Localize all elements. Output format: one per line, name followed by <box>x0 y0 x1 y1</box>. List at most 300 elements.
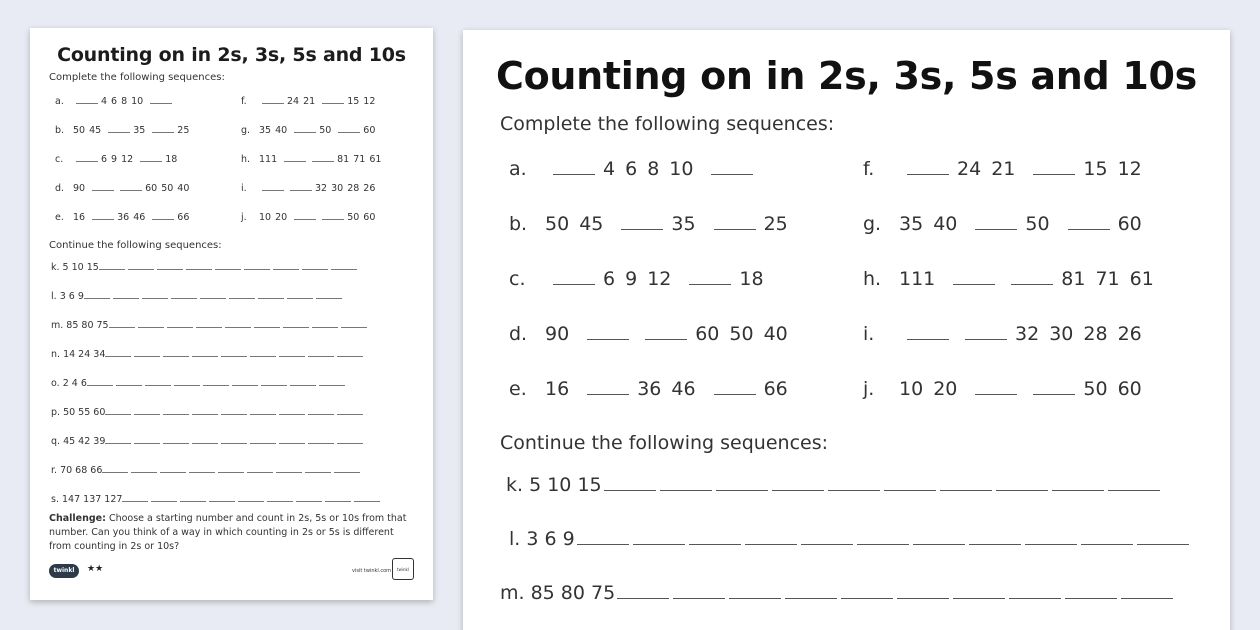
sequence-number: 10 <box>899 378 924 400</box>
sequence-number: 9 <box>625 268 638 290</box>
twinkl-logo: twinkl <box>49 564 79 578</box>
answer-lines[interactable] <box>105 407 366 418</box>
answer-line[interactable] <box>221 349 247 357</box>
sequence-number: 66 <box>177 212 190 223</box>
answer-lines[interactable] <box>102 465 363 476</box>
answer-line[interactable] <box>276 465 302 473</box>
answer-blank[interactable] <box>587 379 629 395</box>
answer-line[interactable] <box>134 436 160 444</box>
continue-k <box>506 474 1164 496</box>
answer-blank[interactable] <box>322 96 344 104</box>
answer-line[interactable] <box>128 262 154 270</box>
answer-line[interactable] <box>604 475 656 491</box>
answer-line[interactable] <box>308 407 334 415</box>
sequence-number: 111 <box>899 268 936 290</box>
answer-lines[interactable] <box>87 378 348 389</box>
answer-line[interactable] <box>302 262 328 270</box>
sequence-number: 12 <box>647 268 672 290</box>
sequence-label: a. <box>509 158 527 180</box>
sequence-number: 21 <box>991 158 1016 180</box>
answer-blank[interactable] <box>284 154 306 162</box>
answer-blank[interactable] <box>553 159 595 175</box>
answer-blank[interactable] <box>92 212 114 220</box>
answer-blank[interactable] <box>338 125 360 133</box>
answer-blank[interactable] <box>587 324 629 340</box>
answer-line[interactable] <box>337 349 363 357</box>
answer-line[interactable] <box>341 320 367 328</box>
answer-line[interactable] <box>354 494 380 502</box>
answer-blank[interactable] <box>1033 379 1075 395</box>
sequence-number: 26 <box>363 183 376 194</box>
sequence-number: 50 <box>729 323 754 345</box>
answer-line[interactable] <box>196 320 222 328</box>
continue-start: 147 137 127 <box>62 494 123 505</box>
sequence-number: 4 <box>101 96 108 107</box>
sequence-number: 71 <box>1095 268 1120 290</box>
answer-line[interactable] <box>192 436 218 444</box>
answer-lines[interactable] <box>577 528 1193 550</box>
answer-line[interactable] <box>279 436 305 444</box>
sequence-label: e. <box>509 378 527 400</box>
answer-line[interactable] <box>157 262 183 270</box>
sequence-f <box>241 96 379 107</box>
answer-blank[interactable] <box>965 324 1007 340</box>
answer-line[interactable] <box>334 465 360 473</box>
sequence-number: 28 <box>347 183 360 194</box>
worksheet-title: Counting on in 2s, 3s, 5s and 10s <box>57 44 406 66</box>
answer-blank[interactable] <box>294 125 316 133</box>
answer-blank[interactable] <box>262 96 284 104</box>
sequence-a <box>509 158 761 180</box>
answer-blank[interactable] <box>120 183 142 191</box>
answer-line[interactable] <box>785 583 837 599</box>
visit-link: visit twinkl.com <box>352 568 392 574</box>
sequence-number: 6 <box>111 96 118 107</box>
sequence-f <box>863 158 1152 180</box>
sequence-number: 12 <box>121 154 134 165</box>
sequence-number: 46 <box>671 378 696 400</box>
sequence-number: 24 <box>957 158 982 180</box>
sequence-number: 36 <box>117 212 130 223</box>
continue-label: l. <box>509 528 527 550</box>
sequence-number: 10 <box>131 96 144 107</box>
sequence-label: j. <box>863 378 875 400</box>
continue-label: r. <box>51 465 61 476</box>
answer-line[interactable] <box>131 465 157 473</box>
answer-line[interactable] <box>250 436 276 444</box>
sequence-number: 18 <box>165 154 178 165</box>
answer-lines[interactable] <box>84 291 345 302</box>
sequence-number: 25 <box>177 125 190 136</box>
continue-start: 5 10 15 <box>529 474 602 496</box>
answer-line[interactable] <box>189 465 215 473</box>
sequence-label: f. <box>241 96 247 107</box>
answer-line[interactable] <box>312 320 338 328</box>
answer-blank[interactable] <box>553 269 595 285</box>
answer-line[interactable] <box>1121 583 1173 599</box>
answer-line[interactable] <box>99 262 125 270</box>
answer-line[interactable] <box>308 436 334 444</box>
answer-line[interactable] <box>857 529 909 545</box>
answer-line[interactable] <box>617 583 669 599</box>
answer-blank[interactable] <box>322 212 344 220</box>
sequence-number: 8 <box>647 158 660 180</box>
answer-blank[interactable] <box>262 183 284 191</box>
worksheet-title-large: Counting on in 2s, 3s, 5s and 10s <box>496 54 1197 98</box>
answer-line[interactable] <box>305 465 331 473</box>
sequence-number: 60 <box>695 323 720 345</box>
sequence-c <box>509 268 774 290</box>
sequence-number: 28 <box>1083 323 1108 345</box>
continue-q <box>51 436 366 447</box>
answer-line[interactable] <box>913 529 965 545</box>
sequence-number: 111 <box>259 154 278 165</box>
answer-blank[interactable] <box>907 324 949 340</box>
answer-line[interactable] <box>171 291 197 299</box>
answer-line[interactable] <box>192 407 218 415</box>
answer-blank[interactable] <box>714 379 756 395</box>
sequence-label: i. <box>241 183 247 194</box>
sequence-number: 40 <box>177 183 190 194</box>
sequence-d <box>55 183 193 194</box>
sequence-j <box>241 212 379 223</box>
answer-lines[interactable] <box>604 474 1164 496</box>
challenge-text <box>49 512 417 554</box>
answer-line[interactable] <box>186 262 212 270</box>
sequence-number: 71 <box>353 154 366 165</box>
answer-line[interactable] <box>828 475 880 491</box>
answer-line[interactable] <box>163 436 189 444</box>
sequence-number: 10 <box>669 158 694 180</box>
answer-blank[interactable] <box>1068 214 1110 230</box>
sequence-label: h. <box>863 268 882 290</box>
answer-line[interactable] <box>180 494 206 502</box>
sequence-number: 61 <box>1129 268 1154 290</box>
sequence-c <box>55 154 181 165</box>
sequence-number: 60 <box>363 212 376 223</box>
continue-label: m. <box>500 582 531 604</box>
sequence-label: i. <box>863 323 875 345</box>
continue-m <box>51 320 370 331</box>
complete-heading-large: Complete the following sequences: <box>500 113 835 135</box>
answer-line[interactable] <box>290 378 316 386</box>
answer-line[interactable] <box>134 407 160 415</box>
answer-line[interactable] <box>1108 475 1160 491</box>
answer-line[interactable] <box>953 583 1005 599</box>
continue-heading: Continue the following sequences: <box>49 240 222 251</box>
sequence-label: c. <box>55 154 64 165</box>
sequence-label: b. <box>55 125 65 136</box>
answer-blank[interactable] <box>975 379 1017 395</box>
answer-line[interactable] <box>716 475 768 491</box>
answer-blank[interactable] <box>714 214 756 230</box>
sequence-number: 45 <box>89 125 102 136</box>
answer-line[interactable] <box>331 262 357 270</box>
sequence-number: 50 <box>545 213 570 235</box>
continue-start: 85 80 75 <box>530 582 616 604</box>
answer-line[interactable] <box>1052 475 1104 491</box>
continue-start: 5 10 15 <box>62 262 99 273</box>
sequence-number: 66 <box>763 378 788 400</box>
sequence-label: e. <box>55 212 64 223</box>
sequence-number: 16 <box>545 378 570 400</box>
sequence-number: 50 <box>1083 378 1108 400</box>
answer-blank[interactable] <box>294 212 316 220</box>
answer-line[interactable] <box>884 475 936 491</box>
answer-line[interactable] <box>160 465 186 473</box>
quality-badge: twinkl <box>392 558 414 580</box>
answer-line[interactable] <box>200 291 226 299</box>
sequence-number: 15 <box>347 96 360 107</box>
continue-label: n. <box>51 349 64 360</box>
answer-line[interactable] <box>261 378 287 386</box>
answer-line[interactable] <box>316 291 342 299</box>
continue-start: 45 42 39 <box>63 436 106 447</box>
sequence-number: 35 <box>259 125 272 136</box>
answer-line[interactable] <box>102 465 128 473</box>
continue-start: 70 68 66 <box>60 465 103 476</box>
answer-line[interactable] <box>296 494 322 502</box>
sequence-number: 50 <box>73 125 86 136</box>
answer-lines[interactable] <box>105 349 366 360</box>
answer-line[interactable] <box>337 436 363 444</box>
sequence-label: d. <box>55 183 65 194</box>
answer-line[interactable] <box>969 529 1021 545</box>
answer-line[interactable] <box>279 407 305 415</box>
answer-blank[interactable] <box>711 159 753 175</box>
answer-line[interactable] <box>801 529 853 545</box>
answer-line[interactable] <box>745 529 797 545</box>
continue-start: 85 80 75 <box>66 320 109 331</box>
continue-r <box>51 465 363 476</box>
sequence-number: 60 <box>363 125 376 136</box>
answer-blank[interactable] <box>645 324 687 340</box>
sequence-number: 6 <box>101 154 108 165</box>
answer-line[interactable] <box>250 407 276 415</box>
answer-blank[interactable] <box>1033 159 1075 175</box>
continue-label: l. <box>51 291 60 302</box>
answer-line[interactable] <box>174 378 200 386</box>
answer-lines[interactable] <box>617 582 1177 604</box>
continue-m <box>500 582 1177 604</box>
sequence-number: 36 <box>637 378 662 400</box>
answer-line[interactable] <box>1065 583 1117 599</box>
sequence-number: 6 <box>625 158 638 180</box>
answer-line[interactable] <box>122 494 148 502</box>
answer-line[interactable] <box>729 583 781 599</box>
answer-line[interactable] <box>105 407 131 415</box>
answer-line[interactable] <box>1137 529 1189 545</box>
answer-line[interactable] <box>116 378 142 386</box>
answer-line[interactable] <box>105 349 131 357</box>
answer-line[interactable] <box>940 475 992 491</box>
sequence-number: 46 <box>133 212 146 223</box>
answer-lines[interactable] <box>105 436 366 447</box>
worksheet-thumbnail <box>30 28 433 600</box>
continue-heading-large: Continue the following sequences: <box>500 432 829 454</box>
answer-line[interactable] <box>209 494 235 502</box>
answer-line[interactable] <box>145 378 171 386</box>
continue-label: q. <box>51 436 64 447</box>
answer-blank[interactable] <box>290 183 312 191</box>
continue-start: 3 6 9 <box>526 528 575 550</box>
sequence-g <box>863 213 1152 235</box>
answer-blank[interactable] <box>108 125 130 133</box>
worksheet-zoomed <box>463 30 1230 630</box>
continue-l <box>509 528 1193 550</box>
sequence-number: 26 <box>1117 323 1142 345</box>
answer-line[interactable] <box>287 291 313 299</box>
answer-lines[interactable] <box>109 320 370 331</box>
answer-line[interactable] <box>142 291 168 299</box>
answer-line[interactable] <box>84 291 110 299</box>
sequence-label: g. <box>863 213 882 235</box>
sequence-label: d. <box>509 323 528 345</box>
sequence-e <box>55 212 193 223</box>
sequence-label: g. <box>241 125 251 136</box>
answer-blank[interactable] <box>312 154 334 162</box>
answer-line[interactable] <box>689 529 741 545</box>
answer-line[interactable] <box>1025 529 1077 545</box>
answer-blank[interactable] <box>152 212 174 220</box>
complete-heading: Complete the following sequences: <box>49 72 225 83</box>
answer-line[interactable] <box>167 320 193 328</box>
sequence-number: 90 <box>545 323 570 345</box>
answer-line[interactable] <box>109 320 135 328</box>
sequence-e <box>509 378 798 400</box>
answer-blank[interactable] <box>140 154 162 162</box>
answer-line[interactable] <box>283 320 309 328</box>
answer-lines[interactable] <box>122 494 383 505</box>
answer-line[interactable] <box>996 475 1048 491</box>
answer-line[interactable] <box>279 349 305 357</box>
challenge-body: Choose a starting number and count in 2s, 5s or 10s from that number. Can you think of a way in which counting in 2s or 5s is different from counting in 2s or 10s? <box>49 513 407 552</box>
answer-line[interactable] <box>225 320 251 328</box>
continue-o <box>51 378 348 389</box>
answer-blank[interactable] <box>621 214 663 230</box>
answer-line[interactable] <box>673 583 725 599</box>
answer-line[interactable] <box>897 583 949 599</box>
sequence-number: 21 <box>303 96 316 107</box>
sequence-h <box>863 268 1164 290</box>
answer-lines[interactable] <box>99 262 360 273</box>
answer-line[interactable] <box>138 320 164 328</box>
sequence-number: 10 <box>259 212 272 223</box>
difficulty-stars: ★★ <box>87 564 104 574</box>
answer-line[interactable] <box>221 407 247 415</box>
continue-label: m. <box>51 320 67 331</box>
sequence-b <box>55 125 193 136</box>
sequence-number: 40 <box>763 323 788 345</box>
answer-line[interactable] <box>247 465 273 473</box>
answer-line[interactable] <box>254 320 280 328</box>
sequence-number: 20 <box>933 378 958 400</box>
sequence-number: 61 <box>369 154 382 165</box>
continue-p <box>51 407 366 418</box>
answer-line[interactable] <box>273 262 299 270</box>
answer-line[interactable] <box>841 583 893 599</box>
answer-line[interactable] <box>267 494 293 502</box>
answer-blank[interactable] <box>907 159 949 175</box>
answer-line[interactable] <box>113 291 139 299</box>
sequence-number: 12 <box>1117 158 1142 180</box>
continue-label: o. <box>51 378 63 389</box>
sequence-number: 35 <box>899 213 924 235</box>
answer-line[interactable] <box>151 494 177 502</box>
answer-blank[interactable] <box>975 214 1017 230</box>
sequence-number: 20 <box>275 212 288 223</box>
answer-blank[interactable] <box>92 183 114 191</box>
answer-line[interactable] <box>1081 529 1133 545</box>
answer-line[interactable] <box>325 494 351 502</box>
sequence-number: 30 <box>331 183 344 194</box>
answer-line[interactable] <box>221 436 247 444</box>
sequence-h <box>241 154 385 165</box>
sequence-number: 50 <box>1025 213 1050 235</box>
answer-blank[interactable] <box>689 269 731 285</box>
continue-start: 50 55 60 <box>63 407 106 418</box>
sequence-label: b. <box>509 213 528 235</box>
sequence-number: 60 <box>1117 213 1142 235</box>
answer-line[interactable] <box>229 291 255 299</box>
sequence-number: 81 <box>337 154 350 165</box>
answer-line[interactable] <box>633 529 685 545</box>
answer-line[interactable] <box>203 378 229 386</box>
answer-line[interactable] <box>772 475 824 491</box>
continue-label: k. <box>506 474 530 496</box>
answer-line[interactable] <box>105 436 131 444</box>
challenge-label: Challenge: <box>49 513 106 524</box>
sequence-number: 90 <box>73 183 86 194</box>
continue-n <box>51 349 366 360</box>
answer-line[interactable] <box>244 262 270 270</box>
answer-blank[interactable] <box>1011 269 1053 285</box>
continue-label: k. <box>51 262 63 273</box>
sequence-d <box>509 323 798 345</box>
continue-k <box>51 262 360 273</box>
answer-line[interactable] <box>134 349 160 357</box>
continue-start: 14 24 34 <box>63 349 106 360</box>
answer-line[interactable] <box>258 291 284 299</box>
answer-line[interactable] <box>218 465 244 473</box>
answer-line[interactable] <box>577 529 629 545</box>
answer-blank[interactable] <box>150 96 172 104</box>
answer-line[interactable] <box>337 407 363 415</box>
continue-s <box>51 494 383 505</box>
answer-line[interactable] <box>163 349 189 357</box>
answer-line[interactable] <box>87 378 113 386</box>
sequence-number: 40 <box>933 213 958 235</box>
answer-line[interactable] <box>192 349 218 357</box>
answer-blank[interactable] <box>152 125 174 133</box>
answer-line[interactable] <box>319 378 345 386</box>
answer-line[interactable] <box>232 378 258 386</box>
continue-start: 3 6 9 <box>59 291 84 302</box>
sequence-number: 60 <box>1117 378 1142 400</box>
answer-line[interactable] <box>215 262 241 270</box>
answer-blank[interactable] <box>76 154 98 162</box>
answer-blank[interactable] <box>76 96 98 104</box>
answer-line[interactable] <box>238 494 264 502</box>
answer-blank[interactable] <box>953 269 995 285</box>
answer-line[interactable] <box>163 407 189 415</box>
answer-line[interactable] <box>250 349 276 357</box>
answer-line[interactable] <box>660 475 712 491</box>
answer-line[interactable] <box>1009 583 1061 599</box>
continue-l <box>51 291 345 302</box>
sequence-label: c. <box>509 268 526 290</box>
answer-line[interactable] <box>308 349 334 357</box>
